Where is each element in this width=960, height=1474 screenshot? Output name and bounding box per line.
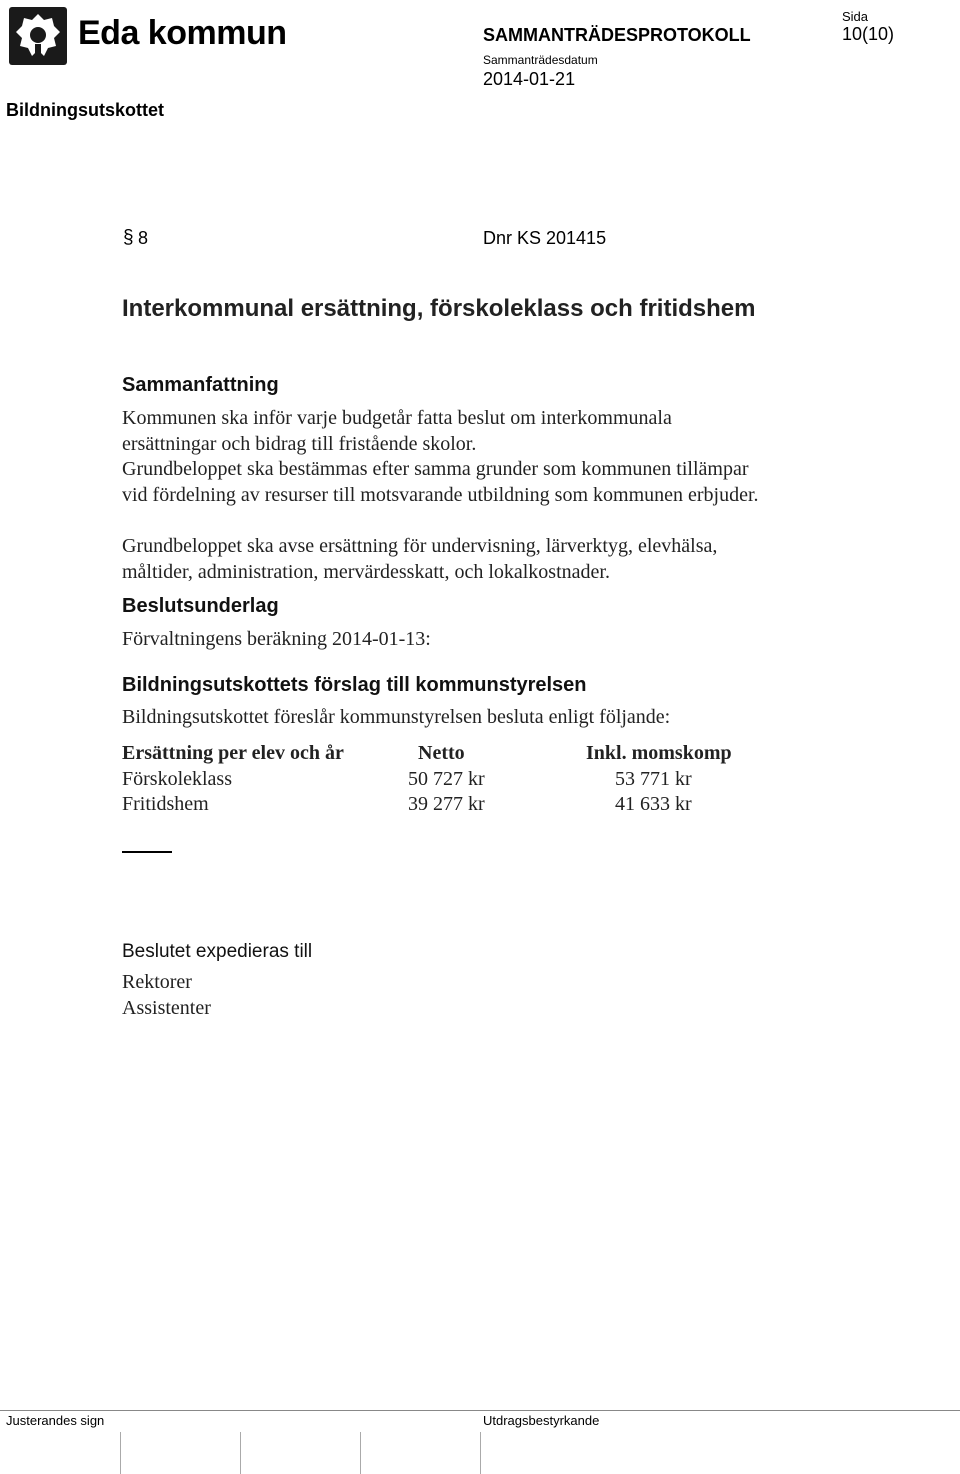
table-cell: 53 771 kr [615, 768, 692, 790]
signature-box-divider [120, 1432, 121, 1474]
recipient: Assistenter [122, 997, 211, 1019]
distribution-heading: Beslutet expedieras till [122, 941, 313, 962]
meeting-date: 2014-01-21 [483, 69, 576, 89]
document-type: SAMMANTRÄDESPROTOKOLL [483, 25, 751, 45]
basis-text: Förvaltningens beräkning 2014-01-13: [122, 628, 431, 650]
summary-paragraph: Grundbeloppet ska bestämmas efter samma grunder som kommunen tillämpar vid fördelning av resurser till motsvarande utbildning som kommunen erbjuder. [122, 458, 759, 506]
summary-heading: Sammanfattning [122, 374, 279, 396]
signature-box-divider [360, 1432, 361, 1474]
summary-paragraph: Kommunen ska inför varje budgetår fatta beslut om interkommunala ersättningar och bidrag till fristående skolor. [122, 407, 672, 455]
brand-name: Eda kommun [78, 14, 287, 52]
signature-box-divider [480, 1432, 481, 1474]
table-header: Inkl. momskomp [586, 742, 732, 764]
page-number: 10(10) [842, 24, 895, 44]
table-header: Ersättning per elev och år [122, 742, 344, 764]
table-cell: 41 633 kr [615, 793, 692, 815]
table-cell: Förskoleklass [122, 768, 232, 790]
footer-divider [0, 1410, 960, 1411]
proposal-heading: Bildningsutskottets förslag till kommunstyrelsen [122, 674, 587, 696]
meeting-date-label: Sammanträdesdatum [483, 53, 598, 67]
proposal-text: Bildningsutskottet föreslår kommunstyrelsen besluta enligt följande: [122, 706, 671, 728]
recipient: Rektorer [122, 971, 192, 993]
signature-label: Justerandes sign [6, 1413, 105, 1428]
item-title: Interkommunal ersättning, förskoleklass och fritidshem [122, 295, 756, 322]
summary-paragraph: Grundbeloppet ska avse ersättning för undervisning, lärverktyg, elevhälsa, måltider, administration, mervärdesskatt, och lokalkostnader. [122, 535, 718, 583]
diary-number: Dnr KS 201415 [483, 228, 607, 248]
committee-name: Bildningsutskottet [6, 100, 164, 120]
paragraph-mark: § [123, 227, 134, 248]
eda-fortress-emblem-icon [8, 6, 68, 66]
paragraph-number: 8 [138, 228, 149, 248]
table-header: Netto [418, 742, 465, 764]
table-cell: 50 727 kr [408, 768, 485, 790]
page-label: Sida [842, 9, 869, 24]
signature-box-divider [240, 1432, 241, 1474]
table-cell: Fritidshem [122, 793, 209, 815]
basis-heading: Beslutsunderlag [122, 595, 279, 617]
table-cell: 39 277 kr [408, 793, 485, 815]
certification-label: Utdragsbestyrkande [483, 1413, 600, 1428]
section-divider [122, 851, 172, 853]
